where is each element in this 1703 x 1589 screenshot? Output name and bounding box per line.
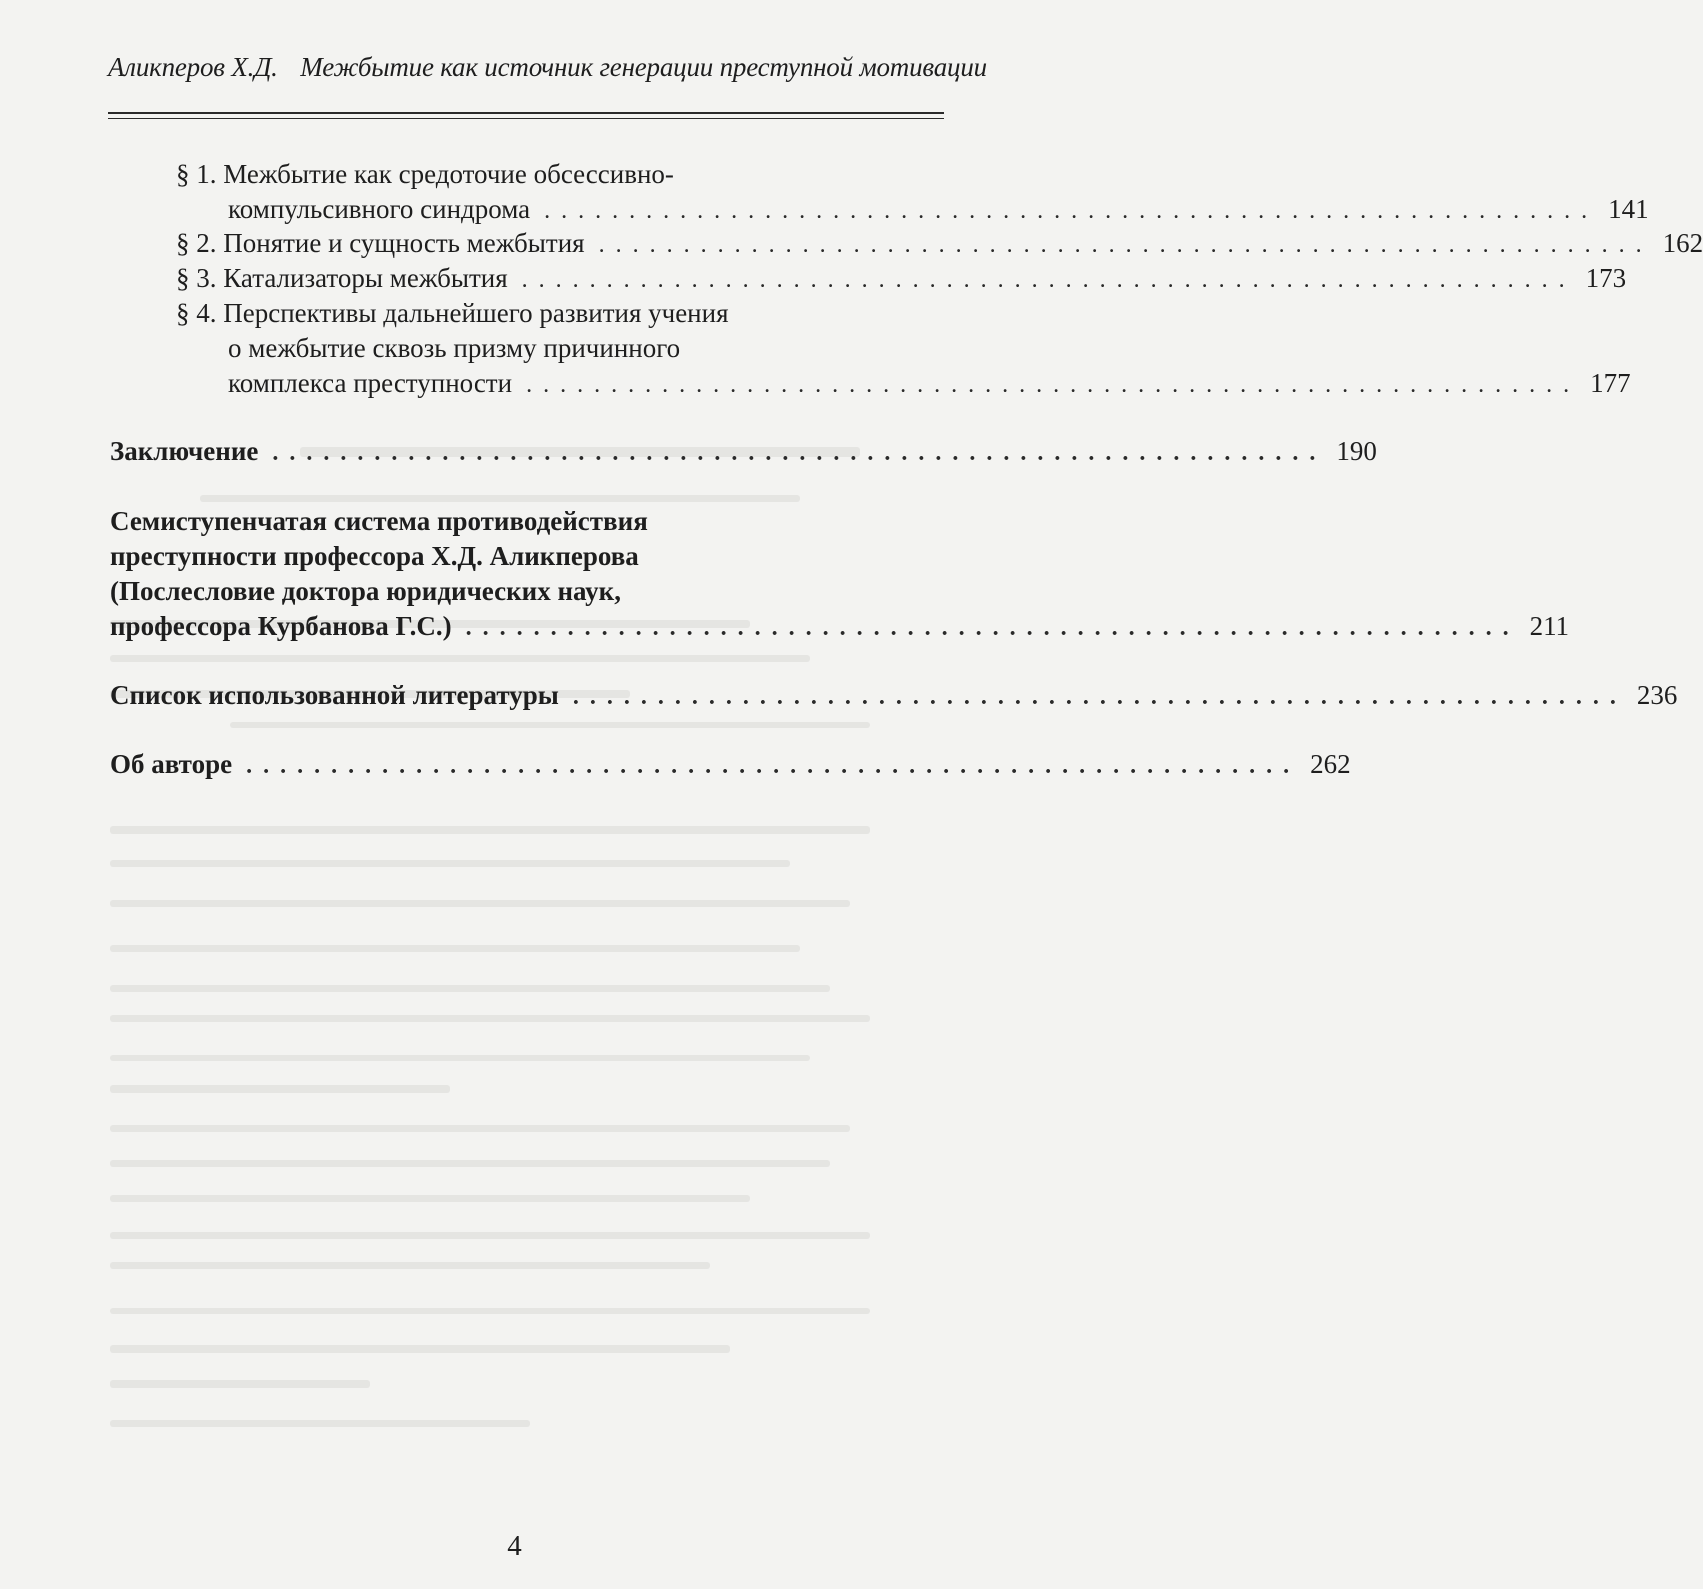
toc-afterword-line3: (Послесловие доктора юридических наук, [110, 576, 621, 606]
toc-bibliography-page: 236 [1636, 680, 1678, 710]
toc-afterword-line2: преступности профессора Х.Д. Аликперова [110, 541, 639, 571]
toc-bibliography-text: Список использованной литературы [110, 680, 559, 710]
toc-s4-line2: о межбытие сквозь призму причинного [228, 333, 681, 363]
toc-s3-page: 173 [1585, 263, 1627, 293]
toc-entry-about [110, 747, 1351, 783]
toc-about-page: 262 [1310, 749, 1351, 779]
dot-leader: .............................................................. [246, 753, 1301, 779]
toc-entry-s4 [228, 366, 1631, 402]
dot-leader: .............................................................. [526, 372, 1581, 398]
toc-entry-bibliography [110, 678, 1678, 714]
toc-s4-page: 177 [1590, 368, 1631, 398]
toc-s3-text: § 3. Катализаторы межбытия [176, 263, 508, 293]
page-number: 4 [507, 1530, 522, 1562]
toc-entry-s3 [176, 261, 1627, 297]
toc-afterword-line4: профессора Курбанова Г.С.) [110, 611, 452, 641]
toc-entry-afterword [110, 609, 1570, 645]
toc-s2-page: 162 [1662, 228, 1703, 258]
toc-entry-conclusion [110, 434, 1377, 470]
toc-entry-s2 [176, 226, 1703, 262]
toc-about-text: Об авторе [110, 749, 233, 779]
toc-s1-page: 141 [1608, 194, 1649, 224]
dot-leader: .............................................................. [544, 198, 1599, 224]
toc-s2-text: § 2. Понятие и сущность межбытия [176, 228, 585, 258]
toc-s4-line1: § 4. Перспективы дальнейшего развития учения [176, 298, 729, 328]
toc-s1-line1: § 1. Межбытие как средоточие обсессивно- [176, 159, 674, 189]
toc-s1-line2: компульсивного синдрома [228, 194, 531, 224]
toc-afterword-page: 211 [1529, 611, 1570, 641]
running-head-title: Межбытие как источник генерации преступной мотивации [300, 52, 987, 82]
running-head-author: Аликперов Х.Д. [108, 52, 278, 82]
dot-leader: .............................................................. [465, 615, 1520, 641]
toc-conclusion-text: Заключение [110, 436, 259, 466]
toc-conclusion-page: 190 [1336, 436, 1377, 466]
toc-entry-s1 [228, 192, 1649, 228]
dot-leader: .............................................................. [572, 684, 1627, 710]
toc-afterword-line1: Семиступенчатая система противодействия [110, 506, 648, 536]
toc-s4-line3: комплекса преступности [228, 368, 513, 398]
dot-leader: .............................................................. [598, 232, 1653, 258]
dot-leader: .............................................................. [272, 440, 1327, 466]
dot-leader: .............................................................. [521, 267, 1576, 293]
